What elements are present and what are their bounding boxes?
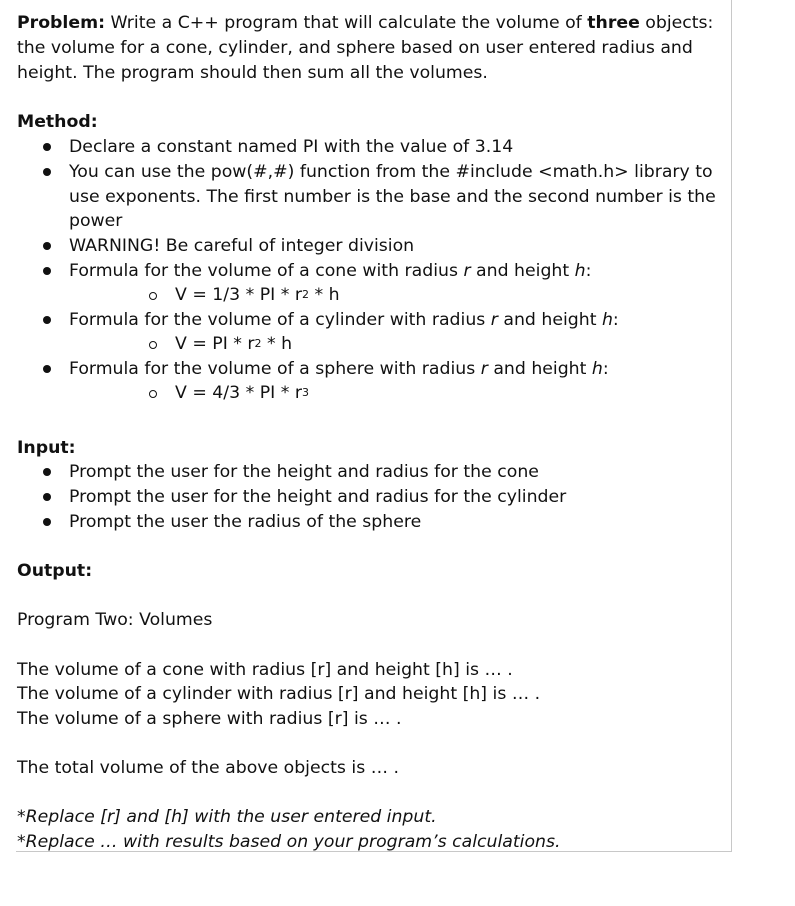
method-item-text xyxy=(69,308,619,333)
problem-text-1b: objects: xyxy=(639,13,714,33)
var-h: h xyxy=(574,261,586,281)
and-height: and height xyxy=(497,310,602,330)
bullet-icon xyxy=(43,468,51,476)
input-item xyxy=(16,460,732,484)
var-r: r xyxy=(490,310,498,330)
formula-intro: Formula for the volume of a sphere with radius xyxy=(69,359,481,379)
bullet-icon xyxy=(43,143,51,151)
formula-part: * h xyxy=(308,285,340,305)
output-line: The volume of a cylinder with radius [r] and height [h] is … . xyxy=(17,684,541,704)
input-item-text: Prompt the user for the height and radius for the cylinder xyxy=(69,487,567,507)
circle-bullet-icon xyxy=(149,390,157,398)
var-h: h xyxy=(591,359,603,379)
colon: : xyxy=(602,359,609,379)
formula-part: * h xyxy=(261,334,293,354)
method-item-continuation xyxy=(16,209,732,233)
input-item-text: Prompt the user for the height and radius for the cone xyxy=(69,462,539,482)
method-heading: Method: xyxy=(17,112,98,132)
formula-cylinder xyxy=(16,332,732,356)
method-item xyxy=(16,160,732,184)
problem-line-3: height. The program should then sum all the volumes. xyxy=(17,63,488,83)
colon: : xyxy=(585,261,592,281)
method-item xyxy=(16,135,732,159)
problem-text-bold: three xyxy=(587,13,640,33)
output-note: *Replace … with results based on your program’s calculations. xyxy=(17,832,561,852)
bullet-icon xyxy=(43,168,51,176)
var-r: r xyxy=(480,359,488,379)
method-item-cylinder xyxy=(16,308,732,332)
bullet-icon xyxy=(43,365,51,373)
and-height: and height xyxy=(470,261,575,281)
formula-part: V = 4/3 * PI * r xyxy=(175,383,302,403)
method-item-cone xyxy=(16,259,732,283)
input-heading: Input: xyxy=(17,438,76,458)
problem-line-2: the volume for a cone, cylinder, and sphere based on user entered radius and xyxy=(17,38,693,58)
bullet-icon xyxy=(43,316,51,324)
output-heading: Output: xyxy=(17,561,93,581)
and-height: and height xyxy=(487,359,592,379)
bullet-icon xyxy=(43,242,51,250)
var-h: h xyxy=(601,310,613,330)
exponent: 3 xyxy=(301,386,309,399)
formula-intro: Formula for the volume of a cylinder with radius xyxy=(69,310,491,330)
method-item-sphere xyxy=(16,357,732,381)
formula-intro: Formula for the volume of a cone with radius xyxy=(69,261,464,281)
method-item-text xyxy=(69,259,591,284)
formula-part: V = PI * r xyxy=(175,334,255,354)
var-r: r xyxy=(463,261,471,281)
problem-text-1a: Write a C++ program that will calculate the volume of xyxy=(110,13,588,33)
formula-text xyxy=(175,381,309,406)
bullet-icon xyxy=(43,493,51,501)
output-line: The volume of a cone with radius [r] and height [h] is … . xyxy=(17,660,513,680)
method-item-continuation xyxy=(16,185,732,209)
bullet-icon xyxy=(43,518,51,526)
output-note: *Replace [r] and [h] with the user entered input. xyxy=(17,807,437,827)
assignment-document xyxy=(16,0,732,852)
output-line: The volume of a sphere with radius [r] is … . xyxy=(17,709,402,729)
formula-text xyxy=(175,332,292,357)
circle-bullet-icon xyxy=(149,292,157,300)
formula-part: V = 1/3 * PI * r xyxy=(175,285,302,305)
circle-bullet-icon xyxy=(149,341,157,349)
method-item-text: WARNING! Be careful of integer division xyxy=(69,236,415,256)
method-item-text: use exponents. The first number is the base and the second number is the xyxy=(69,187,716,207)
input-item xyxy=(16,485,732,509)
input-item xyxy=(16,510,732,534)
problem-line-1 xyxy=(17,11,713,36)
formula-sphere xyxy=(16,381,732,405)
method-item-text: power xyxy=(69,211,123,231)
output-title: Program Two: Volumes xyxy=(17,610,213,630)
method-item-text: You can use the pow(#,#) function from the #include <math.h> library to xyxy=(69,162,713,182)
input-item-text: Prompt the user the radius of the sphere xyxy=(69,512,422,532)
formula-cone xyxy=(16,283,732,307)
method-item-text xyxy=(69,357,609,382)
bullet-icon xyxy=(43,267,51,275)
problem-label: Problem: xyxy=(17,13,105,33)
exponent: 2 xyxy=(301,288,309,301)
output-total: The total volume of the above objects is … . xyxy=(17,758,399,778)
formula-text xyxy=(175,283,340,308)
exponent: 2 xyxy=(254,337,262,350)
colon: : xyxy=(612,310,619,330)
method-item xyxy=(16,234,732,258)
method-item-text: Declare a constant named PI with the value of 3.14 xyxy=(69,137,514,157)
